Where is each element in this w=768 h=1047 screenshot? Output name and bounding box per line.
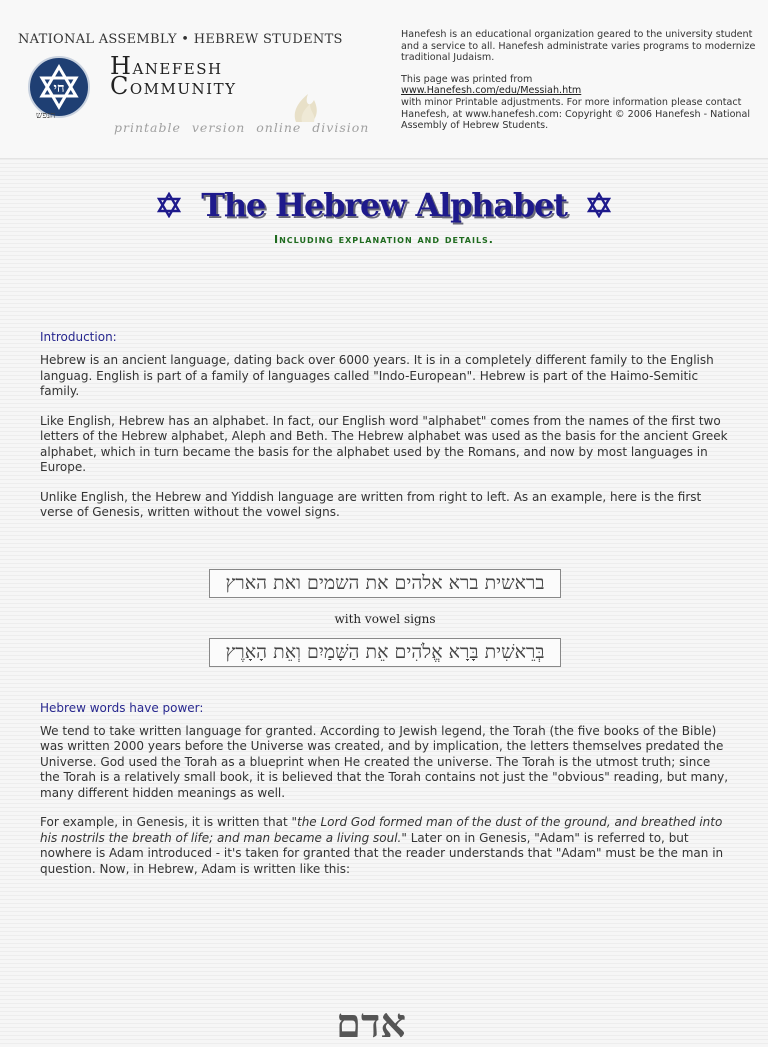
genesis-verse-plain: בראשית ברא אלהים את השמים ואת הארץ — [209, 569, 561, 598]
seal-caption: חנפש — [36, 111, 56, 121]
org-name — [18, 32, 343, 47]
genesis-verse-vowelled: בְּרֵאשִׁית בָּרָא אֱלֹהִים אֵת הַשָּׁמַיִם וְאֵת הָאָרֶץ — [209, 638, 561, 667]
star-of-david-right-icon — [586, 192, 612, 218]
intro-paragraph-3: Unlike English, the Hebrew and Yiddish language are written from right to left. As an example, here is the first verse of Genesis, written without the vowel signs. — [40, 489, 702, 519]
title-row — [0, 186, 768, 224]
info-contact: with minor Printable adjustments. For more information please contact Hanefesh, at www.hanefesh.com: Copyright © 2006 Hanefesh - National Assembly of Hebrew Students. — [401, 96, 751, 132]
printable-version-label: printable version online division — [114, 120, 370, 135]
main-content — [40, 330, 730, 891]
power-paragraph-2: For example, in Genesis, it is written that "the Lord God formed man of the dust of the ground, and breathed into his nostrils the breath of life; and man became a living soul." Later on in Genesis, "Adam" is referred to, but nowhere is Adam introduced - it's taken for granted that the reader understands that "Adam" must be the man in question. Now, in Hebrew, Adam is written like this: — [40, 815, 724, 876]
star-of-david-seal-icon — [28, 56, 90, 118]
flame-watermark-icon — [288, 84, 328, 124]
org-right: HEBREW STUDENTS — [193, 32, 343, 47]
star-of-david-left-icon — [156, 192, 182, 218]
org-bullet: • — [181, 32, 190, 47]
seal-hebrew: חי — [53, 81, 65, 96]
power-paragraph-1: We tend to take written language for granted. According to Jewish legend, the Torah (the five books of the Bible) was written 2000 years before the Universe was created, and by implication, the letters themselves predated the Universe. God used the Torah as a blueprint when He created the universe. The Torah is the utmost truth; since the Torah is a relatively small book, it is believed that the Torah contains not just the "obvious" reading, but many, many different hidden meanings as well. — [40, 723, 729, 800]
vowel-signs-label: with vowel signs — [334, 611, 436, 626]
org-left: NATIONAL ASSEMBLY — [18, 32, 177, 47]
intro-paragraph-1: Hebrew is an ancient language, dating back over 6000 years. It is in a completely different family to the English languag. English is part of a family of languages called "Indo-European". Hebrew is part of the Haimo-Semitic family. — [40, 353, 714, 398]
hebrew-power-heading: Hebrew words have power: — [40, 700, 204, 715]
info-printed-from: This page was printed from — [401, 73, 533, 85]
hanefesh-community-logo: HANEFESH COMMUNITY — [110, 52, 237, 100]
introduction-heading: Introduction: — [40, 330, 117, 344]
info-description: Hanefesh is an educational organization geared to the university student and a service to all. Hanefesh administrate varies programs to modernize traditional Judaism. — [401, 29, 756, 64]
page-subtitle: Including explanation and details. — [274, 233, 494, 246]
adam-hebrew-word: אדם — [336, 1000, 406, 1047]
page-title: The Hebrew Alphabet — [201, 186, 567, 224]
source-link[interactable]: www.Hanefesh.com/edu/Messiah.htm — [401, 85, 582, 97]
intro-paragraph-2: Like English, Hebrew has an alphabet. In fact, our English word "alphabet" comes from the names of the first two letters of the Hebrew alphabet, Aleph and Beth. The Hebrew alphabet was used as the basis for the ancient Greek alphabet, which in turn became the basis for the alphabet used by the Romans, and now by most languages in Europe. — [40, 413, 728, 474]
genesis-quote: "the Lord God formed man of the dust of the ground, and breathed into his nostrils the breath of life; and man became a living soul." — [40, 815, 723, 845]
page-header — [0, 0, 768, 159]
header-info — [401, 29, 756, 142]
